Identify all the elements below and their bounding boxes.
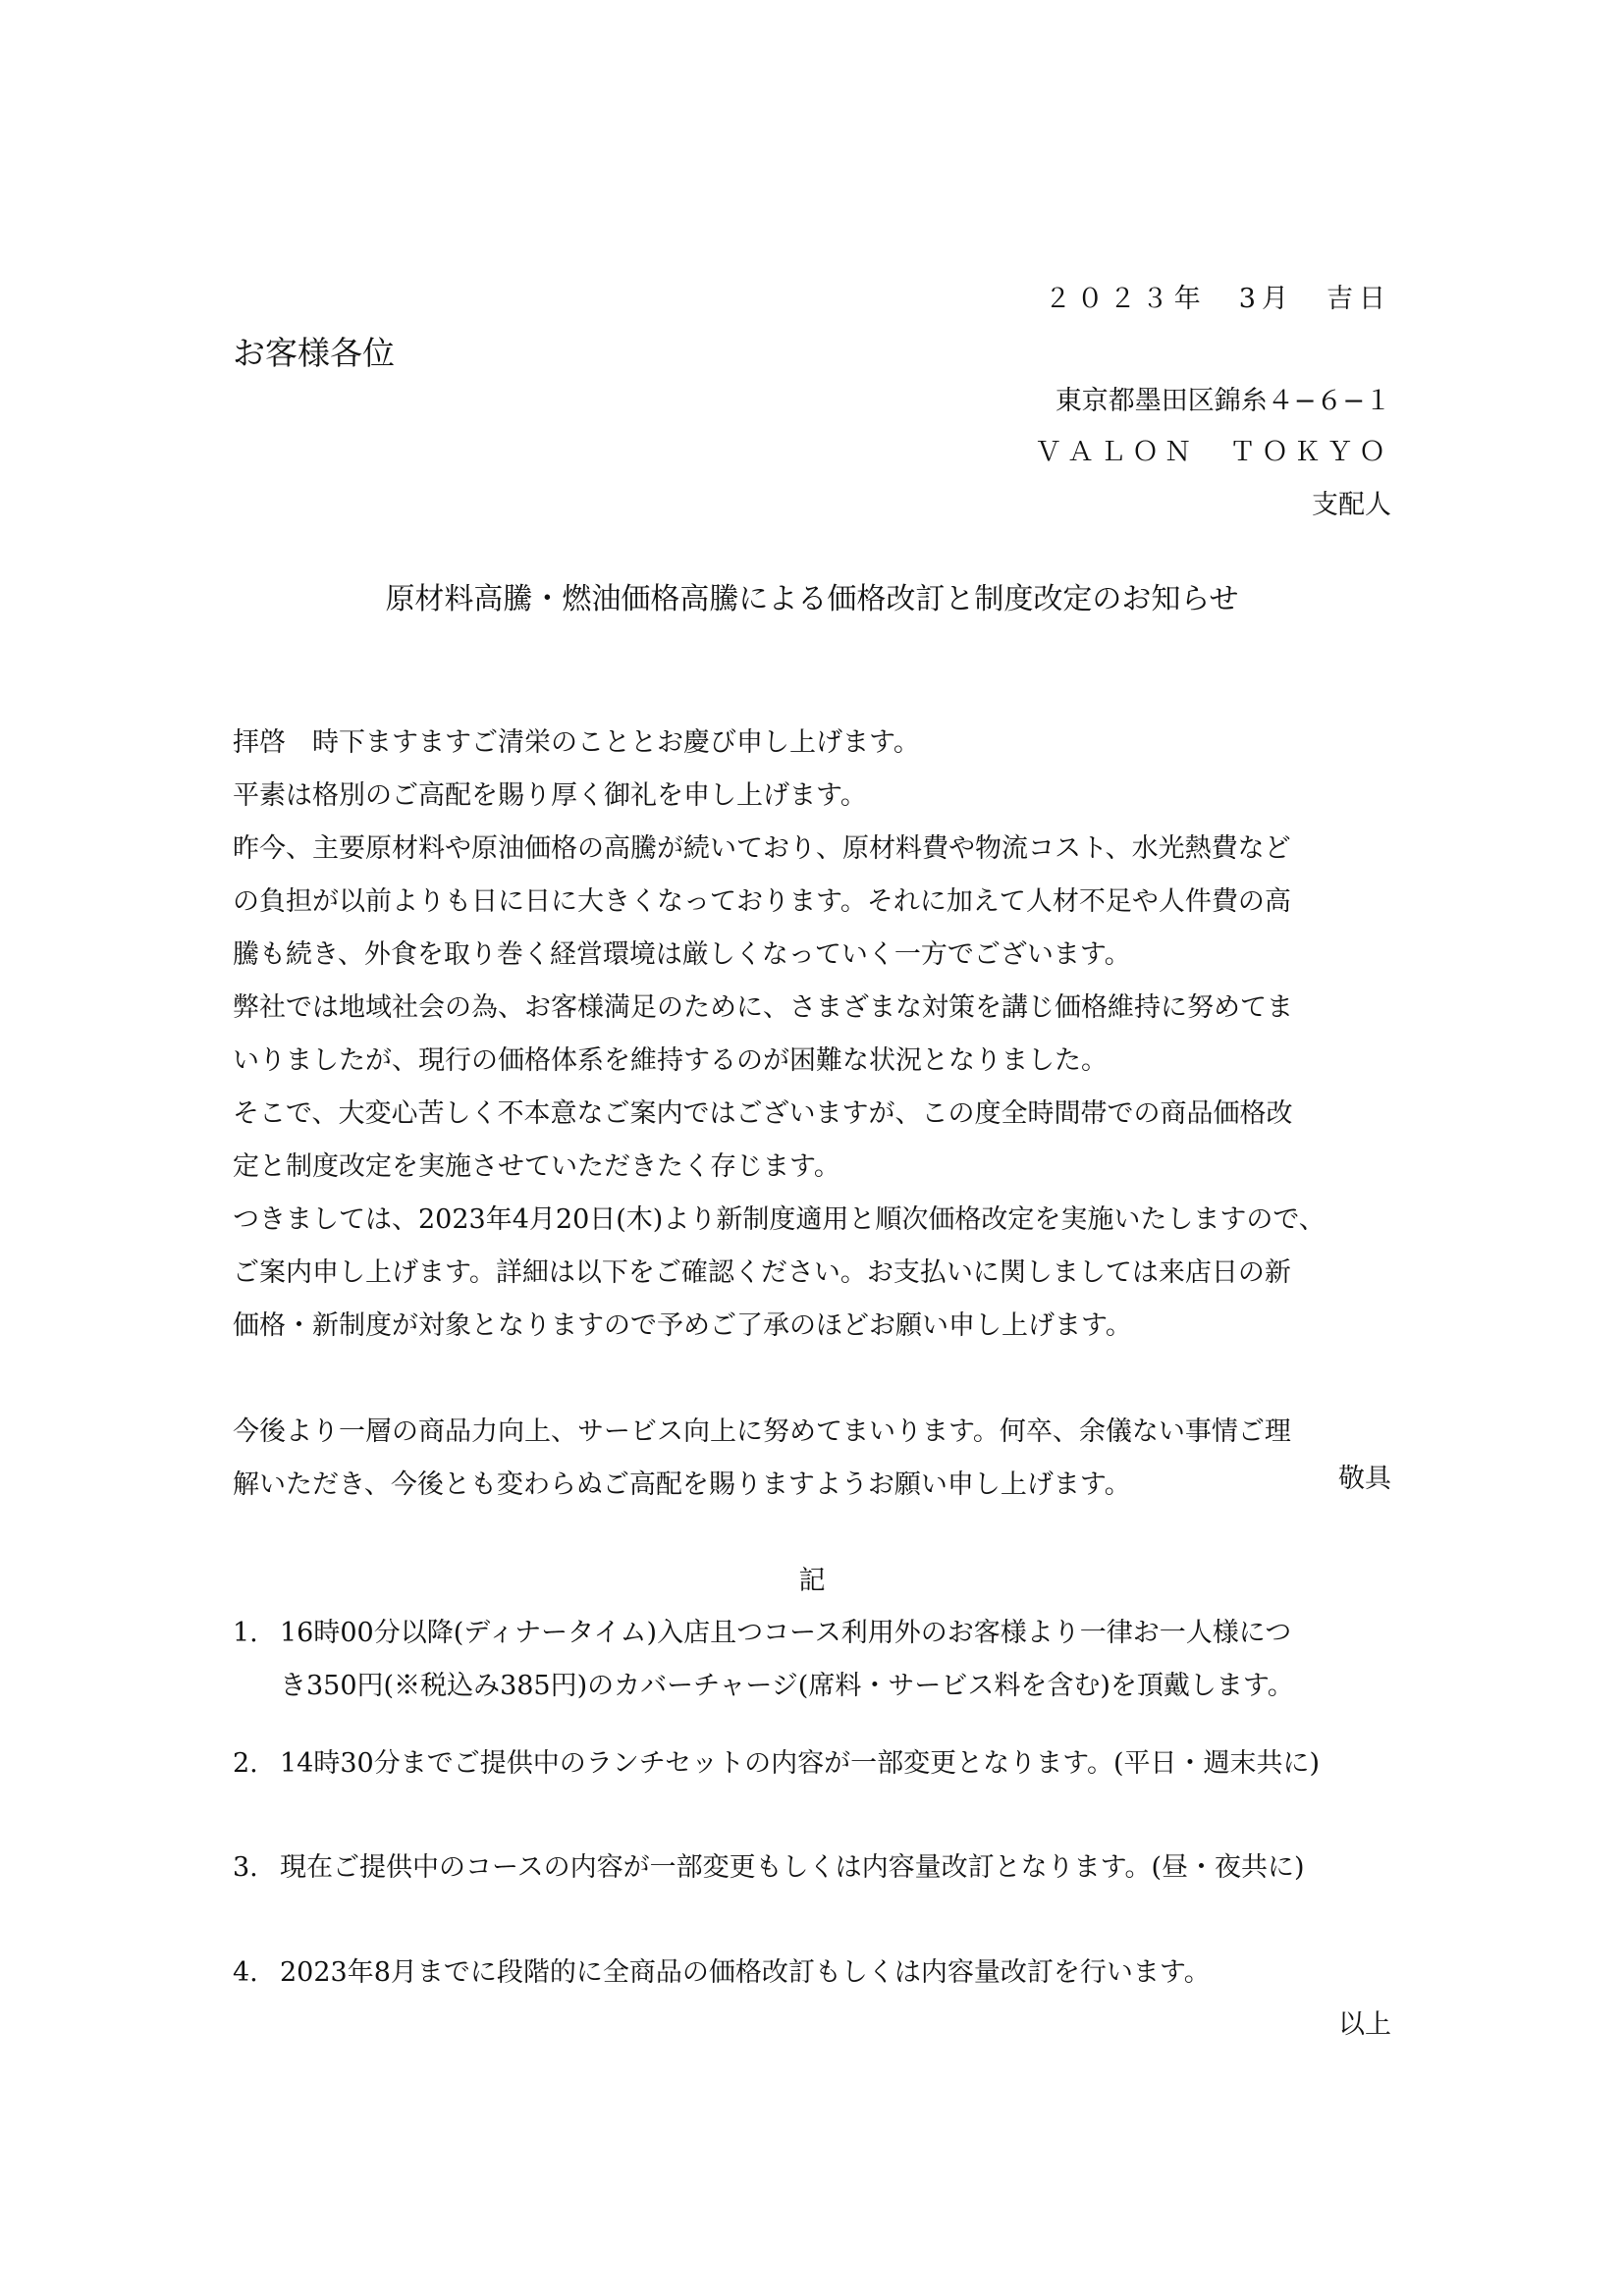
item-text-line: 現在ご提供中のコースの内容が一部変更もしくは内容量改訂となります。(昼・夜共に)	[280, 1852, 1305, 1883]
item-text-line: 14時30分までご提供中のランチセットの内容が一部変更となります。(平日・週末共に)	[280, 1748, 1321, 1779]
body-line: 拝啓 時下ますますご清栄のこととお慶び申し上げます。	[233, 727, 920, 758]
body-line: 価格・新制度が対象となりますので予めご了承のほどお願い申し上げます。	[233, 1310, 1132, 1341]
body-line: 平素は格別のご高配を賜り厚く御礼を申し上げます。	[233, 780, 867, 811]
recipient: お客様各位	[233, 334, 395, 372]
document-date: ２０２３年 3月 吉日	[1044, 284, 1391, 314]
closing-line: 解いただき、今後とも変わらぬご高配を賜りますようお願い申し上げます。	[233, 1469, 1131, 1500]
sender-company: ＶＡＬＯＮ ＴＯＫＹＯ	[1035, 437, 1391, 467]
body-line: そこで、大変心苦しく不本意なご案内ではございますが、この度全時間帯での商品価格改	[233, 1098, 1293, 1129]
item-text-line: 16時00分以降(ディナータイム)入店且つコース利用外のお客様より一律お一人様につ	[280, 1618, 1292, 1648]
sender-role: 支配人	[1312, 490, 1391, 520]
closing-line: 今後より一層の商品力向上、サービス向上に努めてまいります。何卒、余儀ない事情ご理	[233, 1416, 1291, 1447]
body-line: ご案内申し上げます。詳細は以下をご確認ください。お支払いに関しましては来店日の新	[233, 1257, 1291, 1288]
document-title: 原材料高騰・燃油価格高騰による価格改訂と制度改定のお知らせ	[385, 582, 1239, 616]
ki-heading: 記	[798, 1566, 826, 1596]
letter-body	[233, 717, 1401, 1512]
paragraph-spacer	[233, 1353, 1401, 1406]
closing-keigu: 敬具	[1338, 1464, 1391, 1494]
body-line: 定と制度改定を実施させていただきたく存じます。	[233, 1151, 840, 1182]
body-line: の負担が以前よりも日に日に大きくなっております。それに加えて人材不足や人件費の高	[233, 886, 1291, 917]
body-line: いりましたが、現行の価格体系を維持するのが困難な状況となりました。	[233, 1045, 1108, 1076]
item-number: 2.	[233, 1748, 258, 1779]
item-number: 4.	[233, 1957, 258, 1988]
body-line: つきましては、2023年4月20日(木)より新制度適用と順次価格改定を実施いたしますので、	[233, 1204, 1326, 1235]
body-line: 騰も続き、外食を取り巻く経営環境は厳しくなっていく一方でございます。	[233, 939, 1131, 970]
body-line: 昨今、主要原材料や原油価格の高騰が続いており、原材料費や物流コスト、水光熱費など	[233, 833, 1291, 864]
sender-address: 東京都墨田区錦糸４−６−１	[1055, 386, 1391, 416]
closing-ijou: 以上	[1338, 2009, 1391, 2040]
item-number: 3.	[233, 1852, 258, 1883]
item-text-line: き350円(※税込み385円)のカバーチャージ(席料・サービス料を含む)を頂戴します。	[280, 1671, 1294, 1701]
item-text-line: 2023年8月までに段階的に全商品の価格改訂もしくは内容量改訂を行います。	[280, 1957, 1211, 1988]
item-number: 1.	[233, 1618, 258, 1648]
body-line: 弊社では地域社会の為、お客様満足のために、さまざまな対策を講じ価格維持に努めてま	[233, 992, 1293, 1023]
